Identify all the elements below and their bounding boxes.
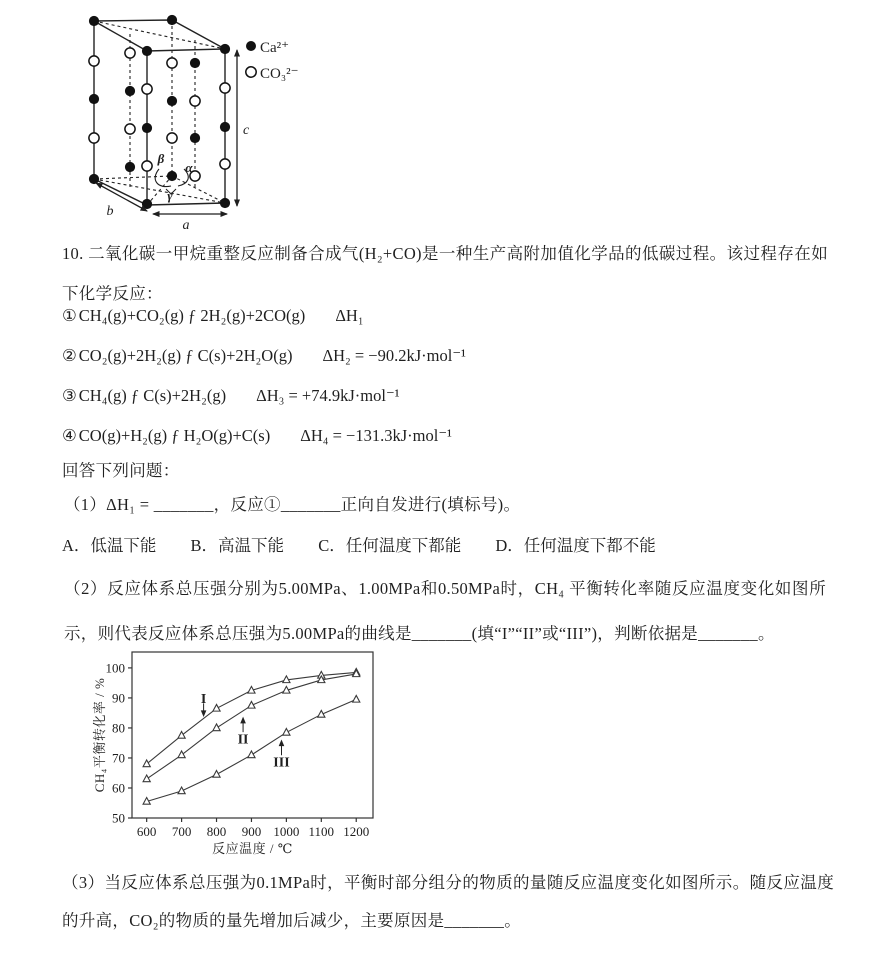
reaction-equations	[62, 296, 466, 456]
conversion-rate-chart	[92, 643, 384, 862]
unit-cell-bottom-face	[94, 176, 225, 205]
equation-3-formula: CH₄(g) ƒ C(s)+2H₂(g)	[78, 386, 227, 405]
b-axis-arrow	[96, 183, 147, 211]
equation-3-enthalpy: ΔH₃ = +74.9kJ·mol⁻¹	[256, 386, 400, 405]
crystal-unit-cell-drawing	[75, 3, 340, 235]
svg-text:1000: 1000	[273, 824, 300, 839]
svg-text:90: 90	[112, 690, 125, 706]
equation-2-formula: CO₂(g)+2H₂(g) ƒ C(s)+2H₂O(g)	[78, 346, 293, 365]
svg-text:80: 80	[112, 720, 125, 736]
open-circle-icon	[246, 67, 256, 77]
ch4-conversion-vs-temperature-plot	[92, 643, 384, 857]
svg-text:900: 900	[241, 824, 262, 839]
svg-text:I: I	[200, 692, 207, 708]
part-3-question: （3）当反应体系总压强为0.1MPa时，平衡时部分组分的物质的量随反应温度变化如图所示。随反应温度的升高，CO₂的物质的量先增加后减少，主要原因是_______。	[62, 873, 834, 930]
legend-ca-ion	[246, 40, 289, 56]
equation-4	[62, 416, 466, 456]
option-a: A．低温下能	[62, 536, 157, 555]
option-c: C．任何温度下都能	[318, 536, 462, 555]
question-10-intro: 10. 二氧化碳一甲烷重整反应制备合成气(H₂+CO)是一种生产高附加值化学品的低碳过程。该过程存在如下化学反应：	[62, 244, 828, 303]
legend-ca-label: Ca²⁺	[260, 40, 290, 56]
svg-text:II: II	[237, 732, 249, 748]
svg-text:50: 50	[112, 810, 125, 826]
part-1-options	[62, 533, 686, 559]
svg-text:70: 70	[112, 750, 125, 766]
svg-text:60: 60	[112, 780, 125, 796]
equation-4-formula: CO(g)+H₂(g) ƒ H₂O(g)+C(s)	[78, 426, 271, 445]
gamma-angle-label: γ	[167, 188, 173, 203]
legend-carbonate-ion	[246, 66, 299, 82]
svg-text:反应温度 / ℃: 反应温度 / ℃	[212, 841, 293, 856]
equation-1-formula: CH₄(g)+CO₂(g) ƒ 2H₂(g)+2CO(g)	[78, 306, 306, 325]
svg-text:700: 700	[171, 824, 192, 839]
legend-carbonate-label: CO₃²⁻	[260, 66, 299, 82]
crystal-structure-figure	[75, 3, 340, 240]
equation-4-enthalpy: ΔH₄ = −131.3kJ·mol⁻¹	[300, 426, 452, 445]
a-axis-label: a	[182, 218, 190, 233]
option-b: B．高温下能	[190, 536, 285, 555]
equation-2-enthalpy: ΔH₂ = −90.2kJ·mol⁻¹	[322, 346, 466, 365]
svg-text:III: III	[273, 755, 290, 771]
part-1-question: （1）ΔH₁ = _______，反应①_______正向自发进行(填标号)。	[64, 495, 521, 514]
equation-2	[62, 336, 466, 376]
svg-text:1100: 1100	[308, 824, 335, 839]
answer-prompt: 回答下列问题：	[62, 461, 180, 480]
svg-text:1200: 1200	[343, 824, 370, 839]
beta-angle-label: β	[157, 151, 165, 166]
svg-text:800: 800	[206, 824, 227, 839]
part-2-question: （2）反应体系总压强分别为5.00MPa、1.00MPa和0.50MPa时，CH₄ 平衡转化率随反应温度变化如图所示，则代表反应体系总压强为5.00MPa的曲线是_______(填“I”“II”或“III”)，判断依据是_______。	[64, 579, 826, 643]
equation-1-number: ①	[62, 306, 77, 325]
equation-3	[62, 376, 466, 416]
c-axis-label: c	[243, 123, 250, 138]
equation-4-number: ④	[62, 426, 77, 445]
equation-1-enthalpy: ΔH₁	[335, 306, 364, 325]
b-axis-label: b	[106, 204, 114, 219]
svg-text:CH₄平衡转化率 / %: CH₄平衡转化率 / %	[92, 677, 107, 793]
unit-cell-top-face	[94, 20, 225, 51]
filled-circle-icon	[246, 41, 256, 51]
equation-3-number: ③	[62, 386, 77, 405]
option-d: D．任何温度下都不能	[495, 536, 656, 555]
alpha-angle-label: α	[185, 160, 193, 175]
lattice-atoms	[89, 15, 230, 209]
equation-1	[62, 296, 466, 336]
svg-text:100: 100	[105, 660, 125, 676]
svg-text:600: 600	[136, 824, 157, 839]
equation-2-number: ②	[62, 346, 77, 365]
